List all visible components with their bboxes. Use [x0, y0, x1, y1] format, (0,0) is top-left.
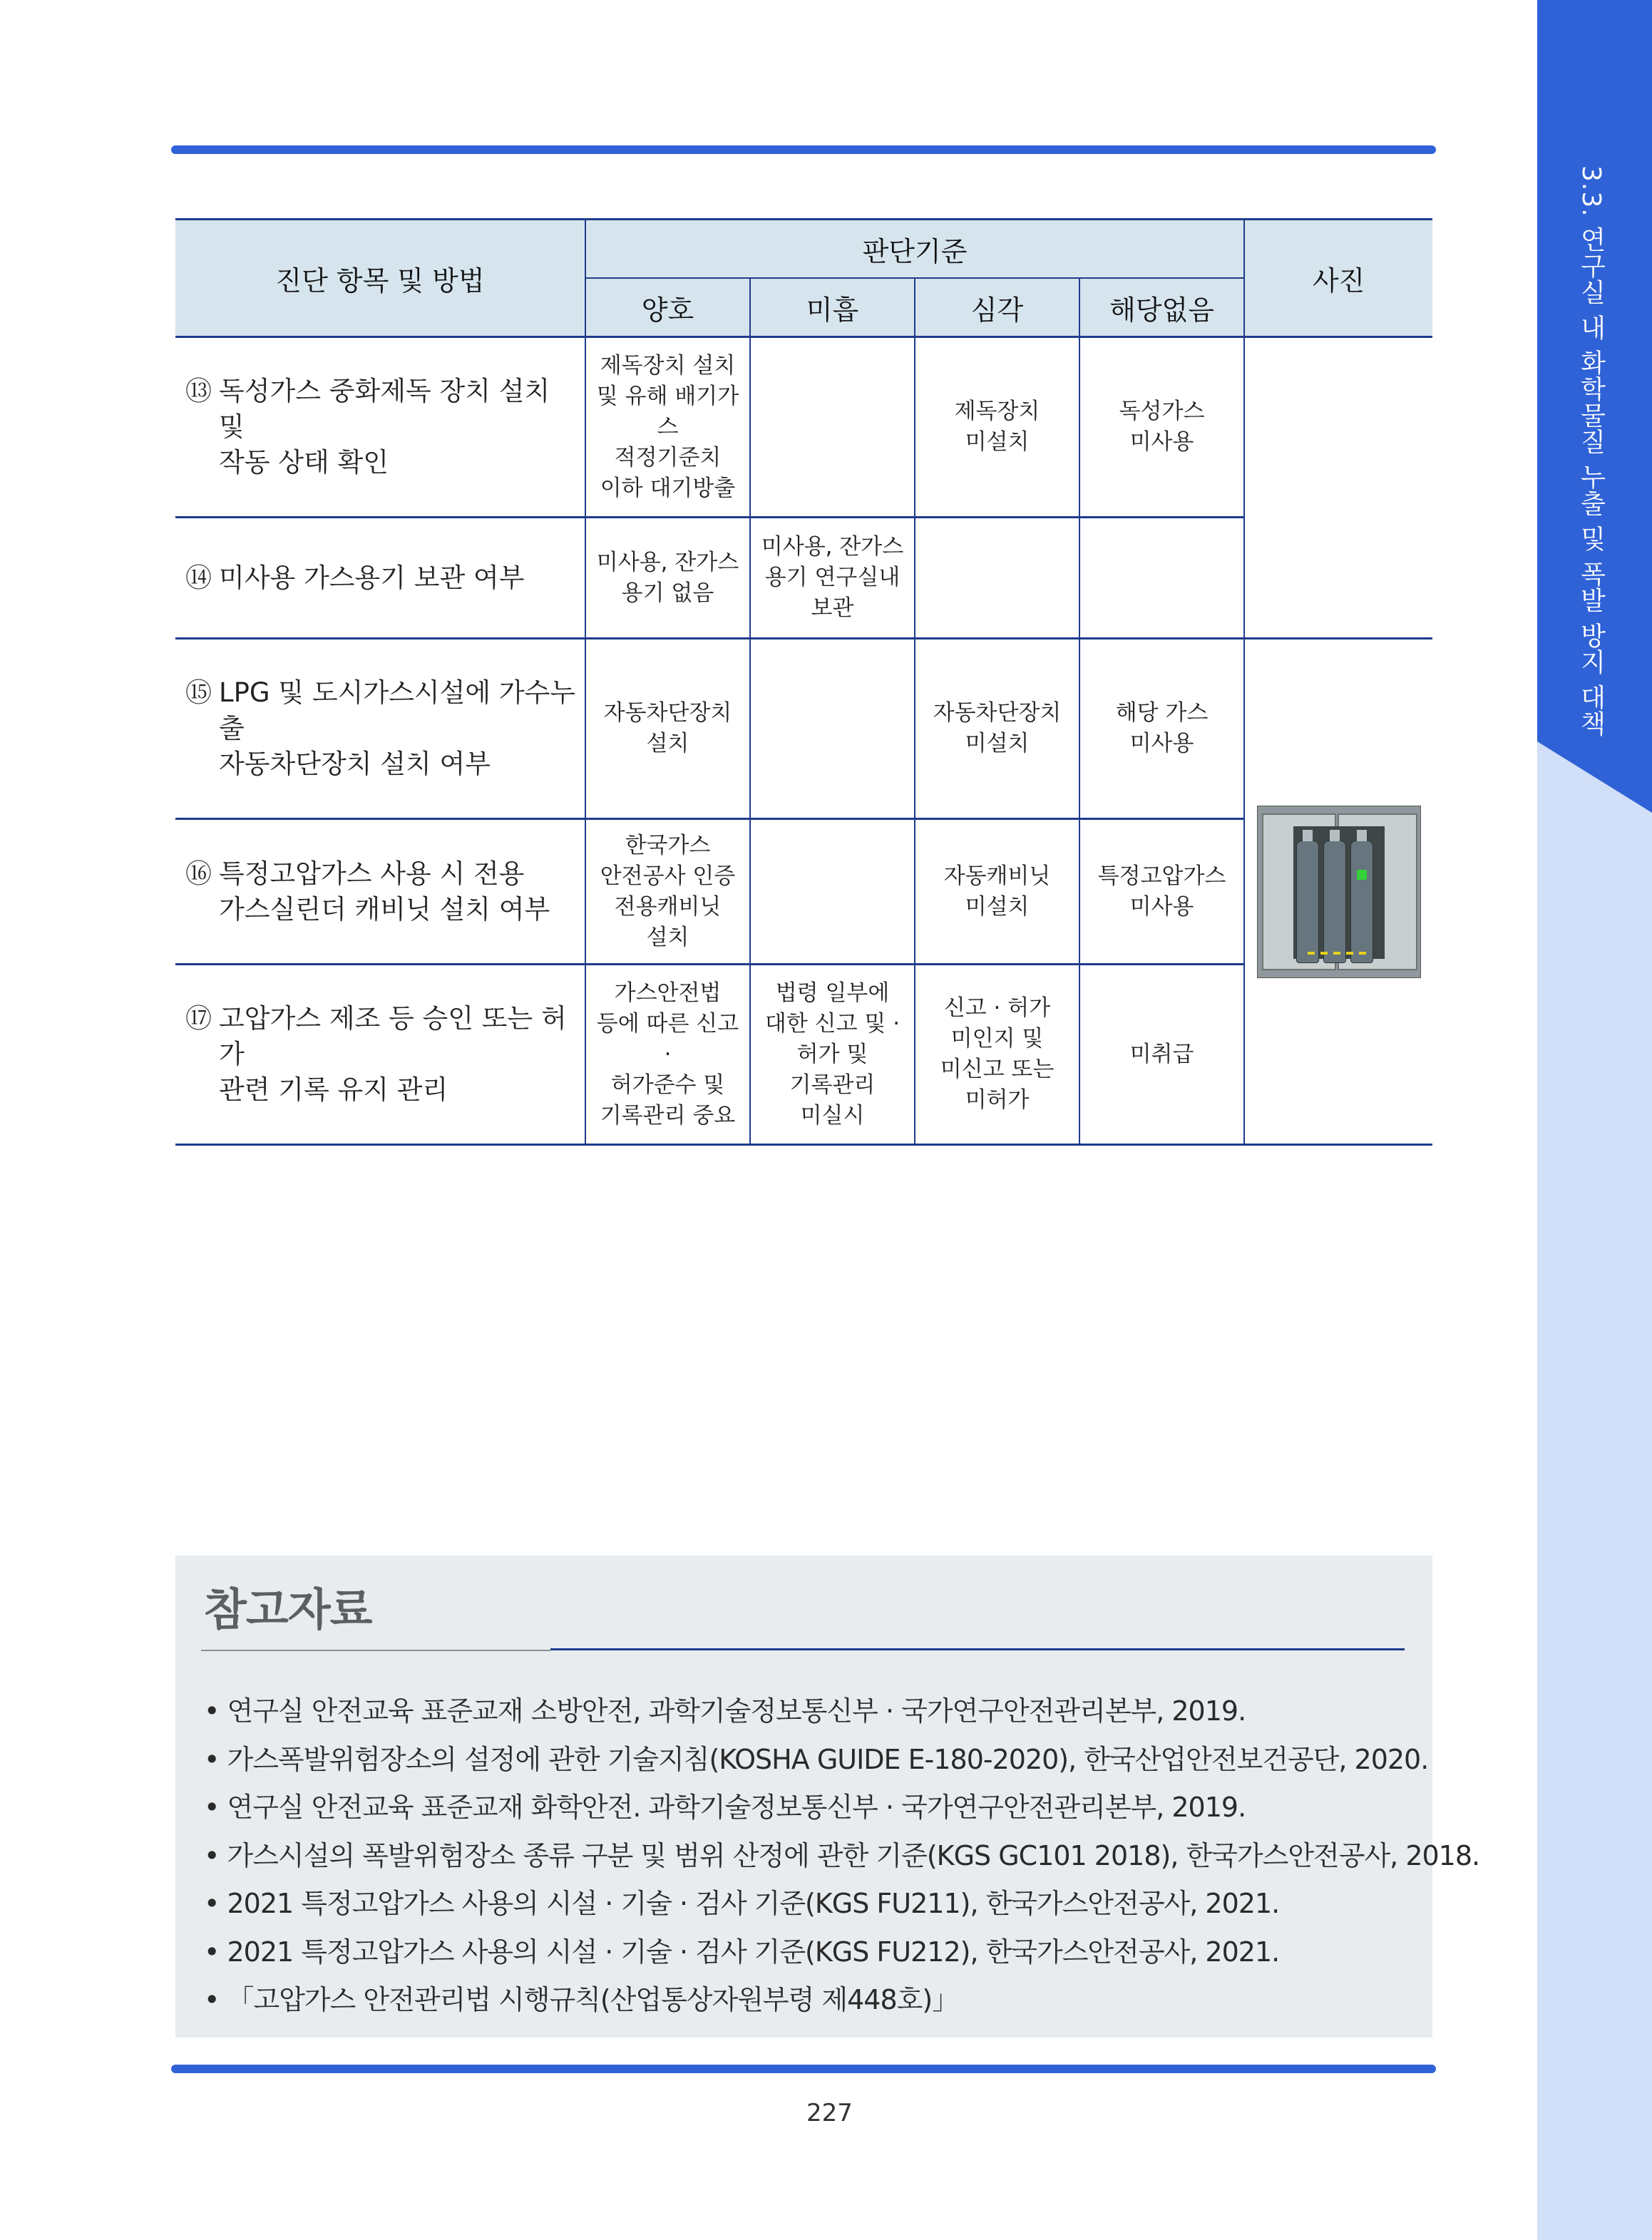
cell-poor — [750, 819, 915, 965]
references-list — [204, 1687, 1479, 2025]
reference-item: • 「고압가스 안전관리법 시행규칙(산업통상자원부령 제448호)」 — [204, 1984, 959, 2015]
cell-poor — [750, 639, 915, 819]
cell-na: 특정고압가스 미사용 — [1079, 819, 1244, 965]
cell-severe: 신고 · 허가 미인지 및 미신고 또는 미허가 — [915, 965, 1079, 1145]
row-item-text: 특정고압가스 사용 시 전용 가스실린더 캐비닛 설치 여부 — [219, 858, 550, 925]
table-row — [175, 639, 1432, 819]
header-good: 양호 — [585, 278, 750, 337]
cell-na: 독성가스 미사용 — [1079, 337, 1244, 518]
header-photo: 사진 — [1244, 220, 1432, 337]
table-row — [175, 518, 1432, 639]
row-item — [175, 639, 585, 819]
reference-item: • 가스시설의 폭발위험장소 종류 구분 및 범위 산정에 관한 기준(KGS GC101 2018), 한국가스안전공사, 2018. — [204, 1839, 1480, 1871]
cell-severe: 제독장치 미설치 — [915, 337, 1079, 518]
top-rule — [171, 145, 1436, 154]
cell-na — [1079, 518, 1244, 639]
references-title: 참고자료 — [204, 1583, 372, 1635]
page-number: 227 — [806, 2099, 853, 2127]
header-na: 해당없음 — [1079, 278, 1244, 337]
row-number: ⑬ — [185, 376, 212, 406]
row-item — [175, 337, 585, 518]
table-row — [175, 965, 1432, 1145]
cell-severe: 자동캐비닛 미설치 — [915, 819, 1079, 965]
bottom-rule — [171, 2065, 1436, 2073]
row-item-text: 독성가스 중화제독 장치 설치 및 작동 상태 확인 — [219, 376, 550, 478]
cell-poor — [750, 337, 915, 518]
cell-good: 한국가스 안전공사 인증 전용캐비닛 설치 — [585, 819, 750, 965]
cell-photo — [1244, 639, 1432, 1145]
cell-na: 미취급 — [1079, 965, 1244, 1145]
header-criteria: 판단기준 — [585, 220, 1244, 279]
table-row — [175, 819, 1432, 965]
reference-item: • 가스폭발위험장소의 설정에 관한 기술지침(KOSHA GUIDE E-180-2020), 한국산업안전보건공단, 2020. — [204, 1743, 1429, 1775]
row-number: ⑮ — [185, 677, 212, 708]
row-number: ⑯ — [185, 858, 212, 889]
cell-good: 가스안전법 등에 따른 신고 · 허가준수 및 기록관리 중요 — [585, 965, 750, 1145]
header-item-method: 진단 항목 및 방법 — [175, 220, 585, 337]
row-item — [175, 518, 585, 639]
diagnosis-table — [175, 218, 1432, 1146]
reference-item: • 연구실 안전교육 표준교재 소방안전, 과학기술정보통신부 · 국가연구안전관리본부, 2019. — [204, 1695, 1246, 1727]
cell-good: 미사용, 잔가스 용기 없음 — [585, 518, 750, 639]
row-item — [175, 819, 585, 965]
row-number: ⑭ — [185, 562, 212, 593]
cell-good: 제독장치 설치 및 유해 배기가스 적정기준치 이하 대기방출 — [585, 337, 750, 518]
cell-severe: 자동차단장치 미설치 — [915, 639, 1079, 819]
header-severe: 심각 — [915, 278, 1079, 337]
chapter-tab-label: 3.3. 연구실 내 화학물질 누출 및 폭발 방지 대책 — [1576, 165, 1606, 737]
references-box — [175, 1556, 1480, 2038]
cell-good: 자동차단장치 설치 — [585, 639, 750, 819]
references-divider — [201, 1650, 550, 1651]
row-number: ⑰ — [185, 1003, 212, 1034]
references-divider-accent — [550, 1648, 1405, 1650]
reference-item: • 연구실 안전교육 표준교재 화학안전. 과학기술정보통신부 · 국가연구안전관리본부, 2019. — [204, 1792, 1246, 1823]
row-item-text: 미사용 가스용기 보관 여부 — [219, 562, 525, 593]
reference-item: • 2021 특정고압가스 사용의 시설 · 기술 · 검사 기준(KGS FU212), 한국가스안전공사, 2021. — [204, 1936, 1280, 1968]
header-poor: 미흡 — [750, 278, 915, 337]
cell-poor: 법령 일부에 대한 신고 및 · 허가 및 기록관리 미실시 — [750, 965, 915, 1145]
gas-cylinder-cabinet-photo — [1257, 806, 1421, 978]
cell-photo-empty — [1244, 337, 1432, 639]
row-item-text: 고압가스 제조 등 승인 또는 허가 관련 기록 유지 관리 — [219, 1003, 567, 1105]
table-row — [175, 337, 1432, 518]
cell-poor: 미사용, 잔가스 용기 연구실내 보관 — [750, 518, 915, 639]
reference-item: • 2021 특정고압가스 사용의 시설 · 기술 · 검사 기준(KGS FU211), 한국가스안전공사, 2021. — [204, 1888, 1280, 1919]
cell-severe — [915, 518, 1079, 639]
row-item-text: LPG 및 도시가스시설에 가수누출 자동차단장치 설치 여부 — [219, 677, 576, 779]
row-item — [175, 965, 585, 1145]
cell-na: 해당 가스 미사용 — [1079, 639, 1244, 819]
